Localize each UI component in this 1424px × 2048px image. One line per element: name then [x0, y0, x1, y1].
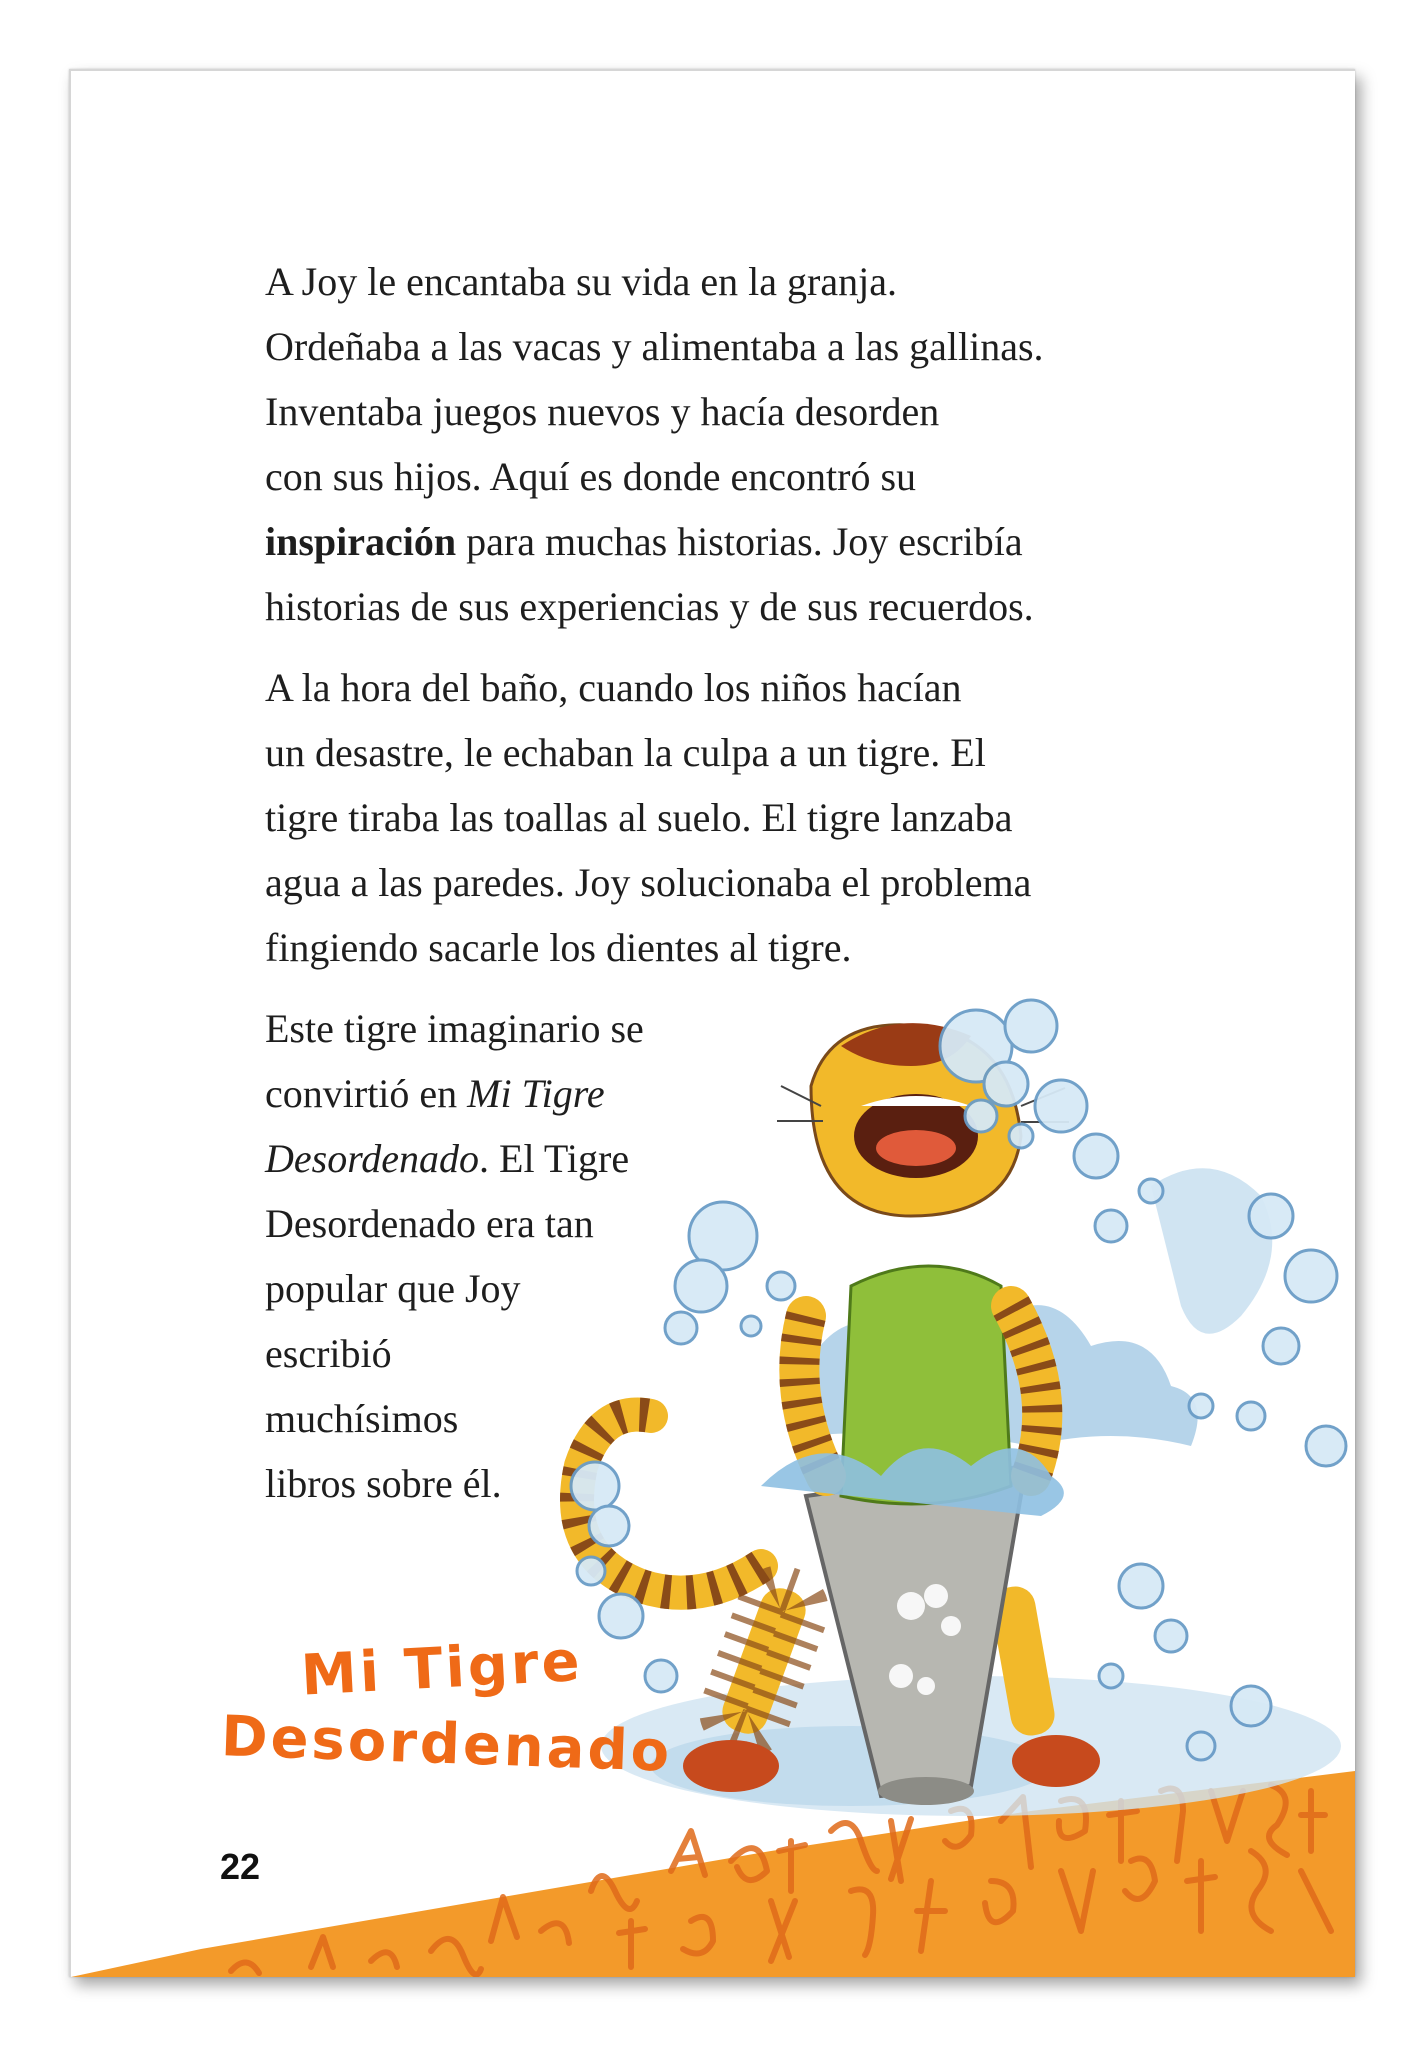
- text-line: muchísimos: [265, 1396, 459, 1441]
- book-page: [69, 69, 1355, 1977]
- text-line: popular que Joy: [265, 1266, 521, 1311]
- text-line: fingiendo sacarle los dientes al tigre.: [265, 925, 852, 970]
- text-line: escribió: [265, 1331, 392, 1376]
- book-title-italic: Mi Tigre: [467, 1071, 605, 1116]
- page-number: 22: [220, 1846, 261, 1887]
- book-title-art: [220, 1628, 674, 1785]
- text-line: agua a las paredes. Joy solucionaba el problema: [265, 860, 1032, 905]
- text-line: Ordeñaba a las vacas y alimentaba a las gallinas.: [265, 324, 1044, 369]
- text-line: [265, 509, 1305, 574]
- text-line: tigre tiraba las toallas al suelo. El tigre lanzaba: [265, 795, 1013, 840]
- paragraph-2: [265, 655, 1305, 980]
- text-line: un desastre, le echaban la culpa a un tigre. El: [265, 730, 986, 775]
- text-line: A la hora del baño, cuando los niños hacían: [265, 665, 962, 710]
- text-span: . El Tigre: [479, 1136, 630, 1181]
- book-title-italic: Desordenado: [265, 1136, 480, 1181]
- text-line: historias de sus experiencias y de sus recuerdos.: [265, 584, 1034, 629]
- text-line: con sus hijos. Aquí es donde encontró su: [265, 454, 917, 499]
- vocab-word-bold: inspiración: [265, 519, 457, 564]
- title-art-line-1: Mi Tigre: [299, 1628, 584, 1709]
- title-art-line-2: Desordenado: [220, 1704, 674, 1785]
- text-line: libros sobre él.: [265, 1461, 502, 1506]
- text-span: para muchas historias. Joy escribía: [456, 519, 1023, 564]
- paragraph-1: [265, 249, 1305, 639]
- text-line: Este tigre imaginario se: [265, 1006, 644, 1051]
- text-line: Desordenado era tan: [265, 1201, 594, 1246]
- text-line: Inventaba juegos nuevos y hacía desorden: [265, 389, 940, 434]
- paragraph-gap: [265, 639, 1305, 655]
- text-span: convirtió en: [265, 1071, 468, 1116]
- text-line: A Joy le encantaba su vida en la granja.: [265, 259, 897, 304]
